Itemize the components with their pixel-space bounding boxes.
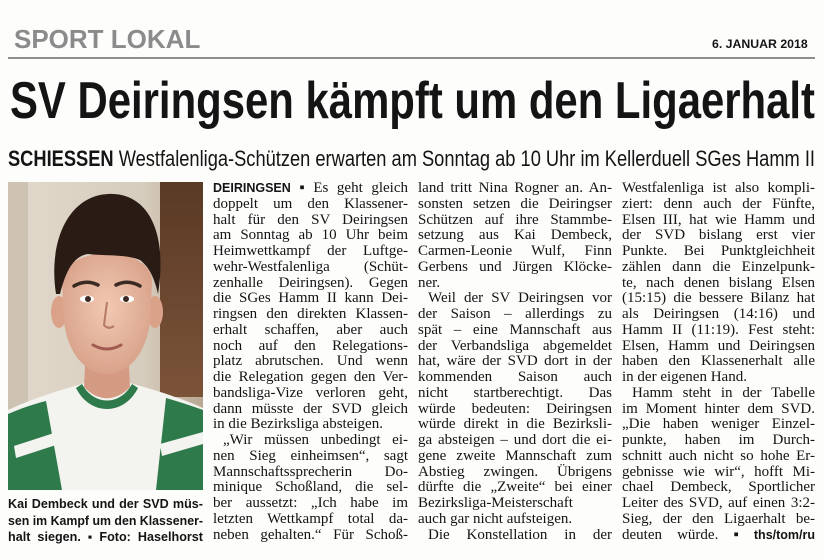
article-line	[213, 181, 408, 197]
line-text: ga absteigen – und dort die ei-	[418, 432, 612, 448]
article-line-content	[622, 260, 815, 276]
subheadline	[8, 148, 815, 172]
article-line	[213, 528, 408, 544]
article-line	[622, 260, 815, 276]
article-line	[622, 465, 815, 481]
article-line-content	[418, 465, 612, 481]
article-line-content	[213, 323, 408, 339]
article-line-content	[418, 480, 612, 496]
article-line	[213, 512, 408, 528]
article-line-content	[622, 370, 747, 386]
article-line-content	[213, 276, 408, 292]
line-text: der SVD bislang erst vier	[622, 227, 815, 244]
article-line	[213, 449, 408, 465]
line-text: doppelt um den Klassener-	[213, 195, 408, 212]
line-text: Leiter des SVD, auf einen 3:2-	[622, 495, 815, 511]
article-line-content	[418, 307, 612, 323]
article-line-content	[418, 512, 572, 528]
line-text: in die Bezirksliga absteigen.	[213, 416, 383, 433]
line-text: (15:15) die bessere Bilanz hat	[622, 290, 815, 307]
article-line-content	[418, 386, 612, 402]
article-line	[418, 228, 612, 244]
article-line-content	[418, 213, 612, 229]
article-line	[418, 244, 612, 260]
line-text: dann müsste der SVD gleich	[213, 400, 408, 417]
subheadline-text	[8, 148, 815, 170]
article-column	[213, 181, 408, 543]
article-line	[418, 512, 612, 528]
article-line-content	[213, 228, 408, 244]
line-text: Westfalenliga ist also kompli-	[622, 180, 815, 196]
article-line	[622, 402, 815, 418]
article-line-content	[418, 276, 440, 292]
line-text: im Moment hinter dem SVD.	[622, 400, 815, 417]
article-line-content	[622, 465, 815, 481]
article-line	[213, 339, 408, 355]
article-line-content	[418, 181, 612, 197]
article-line	[622, 213, 815, 229]
article-line	[213, 228, 408, 244]
line-text: haben den Klassenerhalt alle	[622, 353, 815, 370]
line-text: te, nach denen bislang Elsen	[622, 274, 815, 291]
line-text: ringsen den direkten Klassen-	[213, 306, 408, 322]
article-line-content	[622, 307, 815, 323]
article-line	[418, 528, 612, 544]
line-text: würde direkt in die Bezirksli-	[418, 416, 612, 433]
article-line	[622, 496, 815, 512]
article-line-content	[418, 496, 573, 512]
article-line	[213, 370, 408, 386]
article-line	[418, 386, 612, 402]
article-line-content	[418, 370, 612, 386]
article-line	[213, 260, 408, 276]
line-text: erhalt schaffen, aber auch	[213, 321, 408, 338]
article-line	[418, 433, 612, 449]
line-text: hat, wäre der SVD dort in der	[418, 353, 612, 370]
article-line	[418, 181, 612, 197]
article-line-content	[213, 197, 408, 213]
line-text: chael Dembeck, Sportlicher	[622, 479, 815, 496]
line-text: ▪ Es geht gleich	[299, 180, 409, 196]
article-line-content	[213, 449, 408, 465]
line-text: Punkte. Bei Punktgleichheit	[622, 243, 815, 259]
article-line-content	[418, 260, 612, 276]
line-text: Elsen, Hamm und Deiringsen	[622, 337, 815, 354]
line-text: Carmen-Leonie Wulf, Finn	[418, 243, 612, 259]
caption-line-text: halt siegen. ▪ Foto: Haselhorst	[8, 530, 203, 544]
article-line	[622, 386, 815, 402]
line-text: bandsliga-Vize verloren geht,	[213, 384, 408, 401]
line-text: in der eigenen Hand.	[622, 369, 747, 385]
article-line	[213, 197, 408, 213]
article-line	[213, 244, 408, 260]
article-line-content	[622, 291, 815, 307]
article-line	[622, 323, 815, 339]
article-line	[213, 307, 408, 323]
article-line-content	[622, 339, 815, 355]
line-text: kommenden Saison auch	[418, 369, 612, 385]
line-text: ner.	[418, 274, 441, 291]
article-line	[213, 480, 408, 496]
line-text: land tritt Nina Rogner an. An-	[418, 180, 612, 196]
article-line-content	[418, 197, 612, 213]
article-line	[418, 323, 612, 339]
article-line	[213, 386, 408, 402]
headline	[10, 72, 815, 131]
line-text: halt für den SV Deiringsen	[213, 211, 408, 228]
article-line-content	[213, 244, 408, 260]
article-line	[213, 496, 408, 512]
line-text: „Die haben weniger Einzel-	[622, 416, 815, 433]
article-line	[622, 528, 815, 544]
line-text: neben gehalten.“ Für Schoß-	[213, 526, 408, 543]
article-line	[418, 465, 612, 481]
article-line	[622, 244, 815, 260]
line-text: Elsen III, hat wie Hamm und	[622, 211, 815, 228]
article-line	[622, 181, 815, 197]
line-text: Bezirksliga-Meisterschaft	[418, 495, 573, 511]
article-line-content	[622, 181, 815, 197]
article-line-content	[418, 228, 612, 244]
article-line	[622, 449, 815, 465]
article-line-content	[213, 528, 408, 544]
article-line-content	[418, 417, 612, 433]
article-line	[622, 228, 815, 244]
article-line-content	[213, 496, 408, 512]
caption-line	[8, 496, 203, 513]
article-line-content	[213, 386, 408, 402]
line-text: der Saison – allerdings zu	[418, 306, 612, 322]
article-line	[418, 402, 612, 418]
article-line-content	[418, 339, 612, 355]
article-line	[418, 339, 612, 355]
line-text: punkte, haben im Durch-	[622, 432, 815, 448]
line-text: Mannschaftssprecherin Do-	[213, 463, 408, 480]
article-line-content	[418, 449, 612, 465]
article-column	[622, 181, 815, 543]
article-line	[622, 354, 815, 370]
line-text: auch gar nicht aufsteigen.	[418, 510, 573, 527]
article-line	[622, 433, 815, 449]
line-text: letzten Wettkampf total da-	[213, 510, 408, 527]
section-label: SPORT LOKAL	[14, 24, 201, 54]
article-line	[622, 417, 815, 433]
article-line-content	[213, 402, 408, 418]
subheadline-body: Westfalenliga-Schützen erwarten am Sonntag ab 10 Uhr im Kellerduell SGes Hamm II	[118, 146, 816, 171]
article-line-content	[213, 370, 408, 386]
article-line-content	[622, 480, 815, 496]
article-line	[622, 276, 815, 292]
line-text: Die Konstellation in der	[428, 526, 612, 543]
article-line-content	[622, 244, 815, 260]
line-text: minique Schoßland, die sel-	[213, 479, 408, 496]
article-line-content	[622, 354, 815, 370]
article-line-content	[622, 228, 815, 244]
line-text: wehr-Westfalenliga (Schüt-	[213, 258, 408, 275]
line-text: Heimwettkampf der Luftge-	[213, 243, 408, 259]
line-text: Sieg, der den Ligaerhalt be-	[622, 510, 815, 527]
article-line-content	[622, 213, 815, 229]
article-line-content	[418, 323, 612, 339]
article-line-content	[418, 433, 612, 449]
article-line-content	[622, 496, 815, 512]
article-line-content	[428, 528, 612, 544]
article-line	[622, 291, 815, 307]
header-rule	[8, 57, 815, 59]
article-line	[622, 197, 815, 213]
article-line-content	[213, 213, 408, 229]
article-line	[418, 417, 612, 433]
article-line	[622, 307, 815, 323]
article-line	[418, 496, 612, 512]
author-initials: ths/tom/ru	[753, 527, 815, 542]
article-line-content	[622, 402, 815, 418]
line-text: die SGes Hamm II kann Dei-	[213, 290, 408, 307]
line-text: noch auf den Relegations-	[213, 337, 408, 354]
article-line-content	[622, 276, 815, 292]
line-text: Gerbens und Jürgen Klöcke-	[418, 258, 612, 275]
article-line-content	[622, 197, 815, 213]
article-line-content	[418, 244, 612, 260]
article-photo	[8, 182, 203, 490]
article-line	[622, 370, 815, 386]
article-line	[213, 465, 408, 481]
article-line-content	[418, 402, 612, 418]
article-line-content	[622, 323, 815, 339]
article-line	[213, 354, 408, 370]
article-line	[213, 323, 408, 339]
article-column	[418, 181, 612, 543]
line-text: der Verbandsliga abgemeldet	[418, 337, 612, 354]
line-text: ziert: denn auch der Fünfte,	[622, 195, 815, 212]
article-line	[622, 512, 815, 528]
headline-text: SV Deiringsen kämpft um den Ligaerhalt	[10, 72, 815, 130]
article-line-content	[213, 354, 408, 370]
line-text: platz abrutschen. Und wenn	[213, 353, 408, 370]
article-line	[418, 307, 612, 323]
article-line	[213, 213, 408, 229]
article-line	[213, 291, 408, 307]
line-text: am Sonntag ab 10 Uhr beim	[213, 227, 408, 244]
portrait-image	[8, 182, 203, 490]
line-text: schnitt auch nicht so hohe Er-	[622, 447, 815, 464]
line-text: dürfte die „Zweite“ bei einer	[418, 479, 612, 496]
article-line	[418, 370, 612, 386]
line-text: Hamm steht in der Tabelle	[632, 384, 815, 401]
article-line	[418, 480, 612, 496]
caption-line	[8, 513, 203, 530]
line-text: gebnisse wie wir“, hofft Mi-	[622, 463, 815, 480]
article-line-content	[213, 480, 408, 496]
line-text: Abstieg zwingen. Übrigens	[418, 463, 612, 480]
article-line-content	[213, 465, 408, 481]
line-text: zählen dann die Einzelpunk-	[622, 258, 815, 275]
article-line	[418, 197, 612, 213]
line-text: nicht startberechtigt. Das	[418, 384, 612, 401]
article-line-content	[213, 291, 408, 307]
line-text: deuten würde. ▪	[622, 526, 739, 543]
caption-line-text: sen im Kampf um den Klassener-	[8, 513, 203, 528]
article-line	[213, 417, 408, 433]
article-line	[418, 354, 612, 370]
article-line	[418, 449, 612, 465]
article-line	[622, 480, 815, 496]
line-text: als Deiringsen (14:16) und	[622, 306, 815, 322]
article-line-content	[622, 512, 815, 528]
issue-date: 6. JANUAR 2018	[712, 37, 808, 51]
photo-caption	[8, 496, 203, 546]
article-line-content	[213, 181, 408, 197]
dateline: DEIRINGSEN	[213, 181, 291, 195]
article-line-content	[418, 354, 612, 370]
line-text: Schützen auf ihre Stammbe-	[418, 211, 612, 228]
article-line-content	[622, 528, 815, 544]
line-text: setzung aus Kai Dembeck,	[418, 227, 612, 244]
article-line	[213, 402, 408, 418]
line-text: nen Sieg einheimsen“, sagt	[213, 447, 408, 464]
line-text: Weil der SV Deiringsen vor	[428, 290, 612, 307]
article-line	[213, 276, 408, 292]
article-line-content	[213, 512, 408, 528]
article-line-content	[428, 291, 612, 307]
article-line-content	[213, 417, 383, 433]
article-line-content	[223, 433, 408, 449]
caption-line-text: Kai Dembeck und der SVD müs-	[8, 497, 203, 511]
line-text: ber aussetzt: „Ich habe im	[213, 495, 408, 511]
line-text: gene zweite Mannschaft zum	[418, 447, 612, 464]
line-text: zenhalle Deiringsen). Gegen	[213, 274, 408, 291]
article-line-content	[622, 449, 815, 465]
article-line-content	[622, 417, 815, 433]
line-text: „Wir müssen unbedingt ei-	[223, 432, 408, 448]
article-line-content	[213, 260, 408, 276]
line-text: würde bedeuten: Deiringsen	[418, 400, 612, 417]
article-line-content	[213, 307, 408, 323]
article-line	[622, 339, 815, 355]
article-line	[418, 260, 612, 276]
article-line	[418, 276, 612, 292]
article-line	[418, 291, 612, 307]
caption-line	[8, 529, 203, 546]
article-line	[418, 213, 612, 229]
subheadline-kicker: SCHIESSEN	[8, 146, 114, 171]
article-line-content	[213, 339, 408, 355]
article-line-content	[632, 386, 815, 402]
article-line	[213, 433, 408, 449]
line-text: sonsten setzen die Deiringser	[418, 195, 612, 212]
article-line-content	[622, 433, 815, 449]
line-text: spät – eine Mannschaft aus	[418, 321, 612, 338]
line-text: die Relegation gegen den Ver-	[213, 369, 408, 385]
line-text: Hamm II (11:19). Fest steht:	[622, 321, 815, 338]
